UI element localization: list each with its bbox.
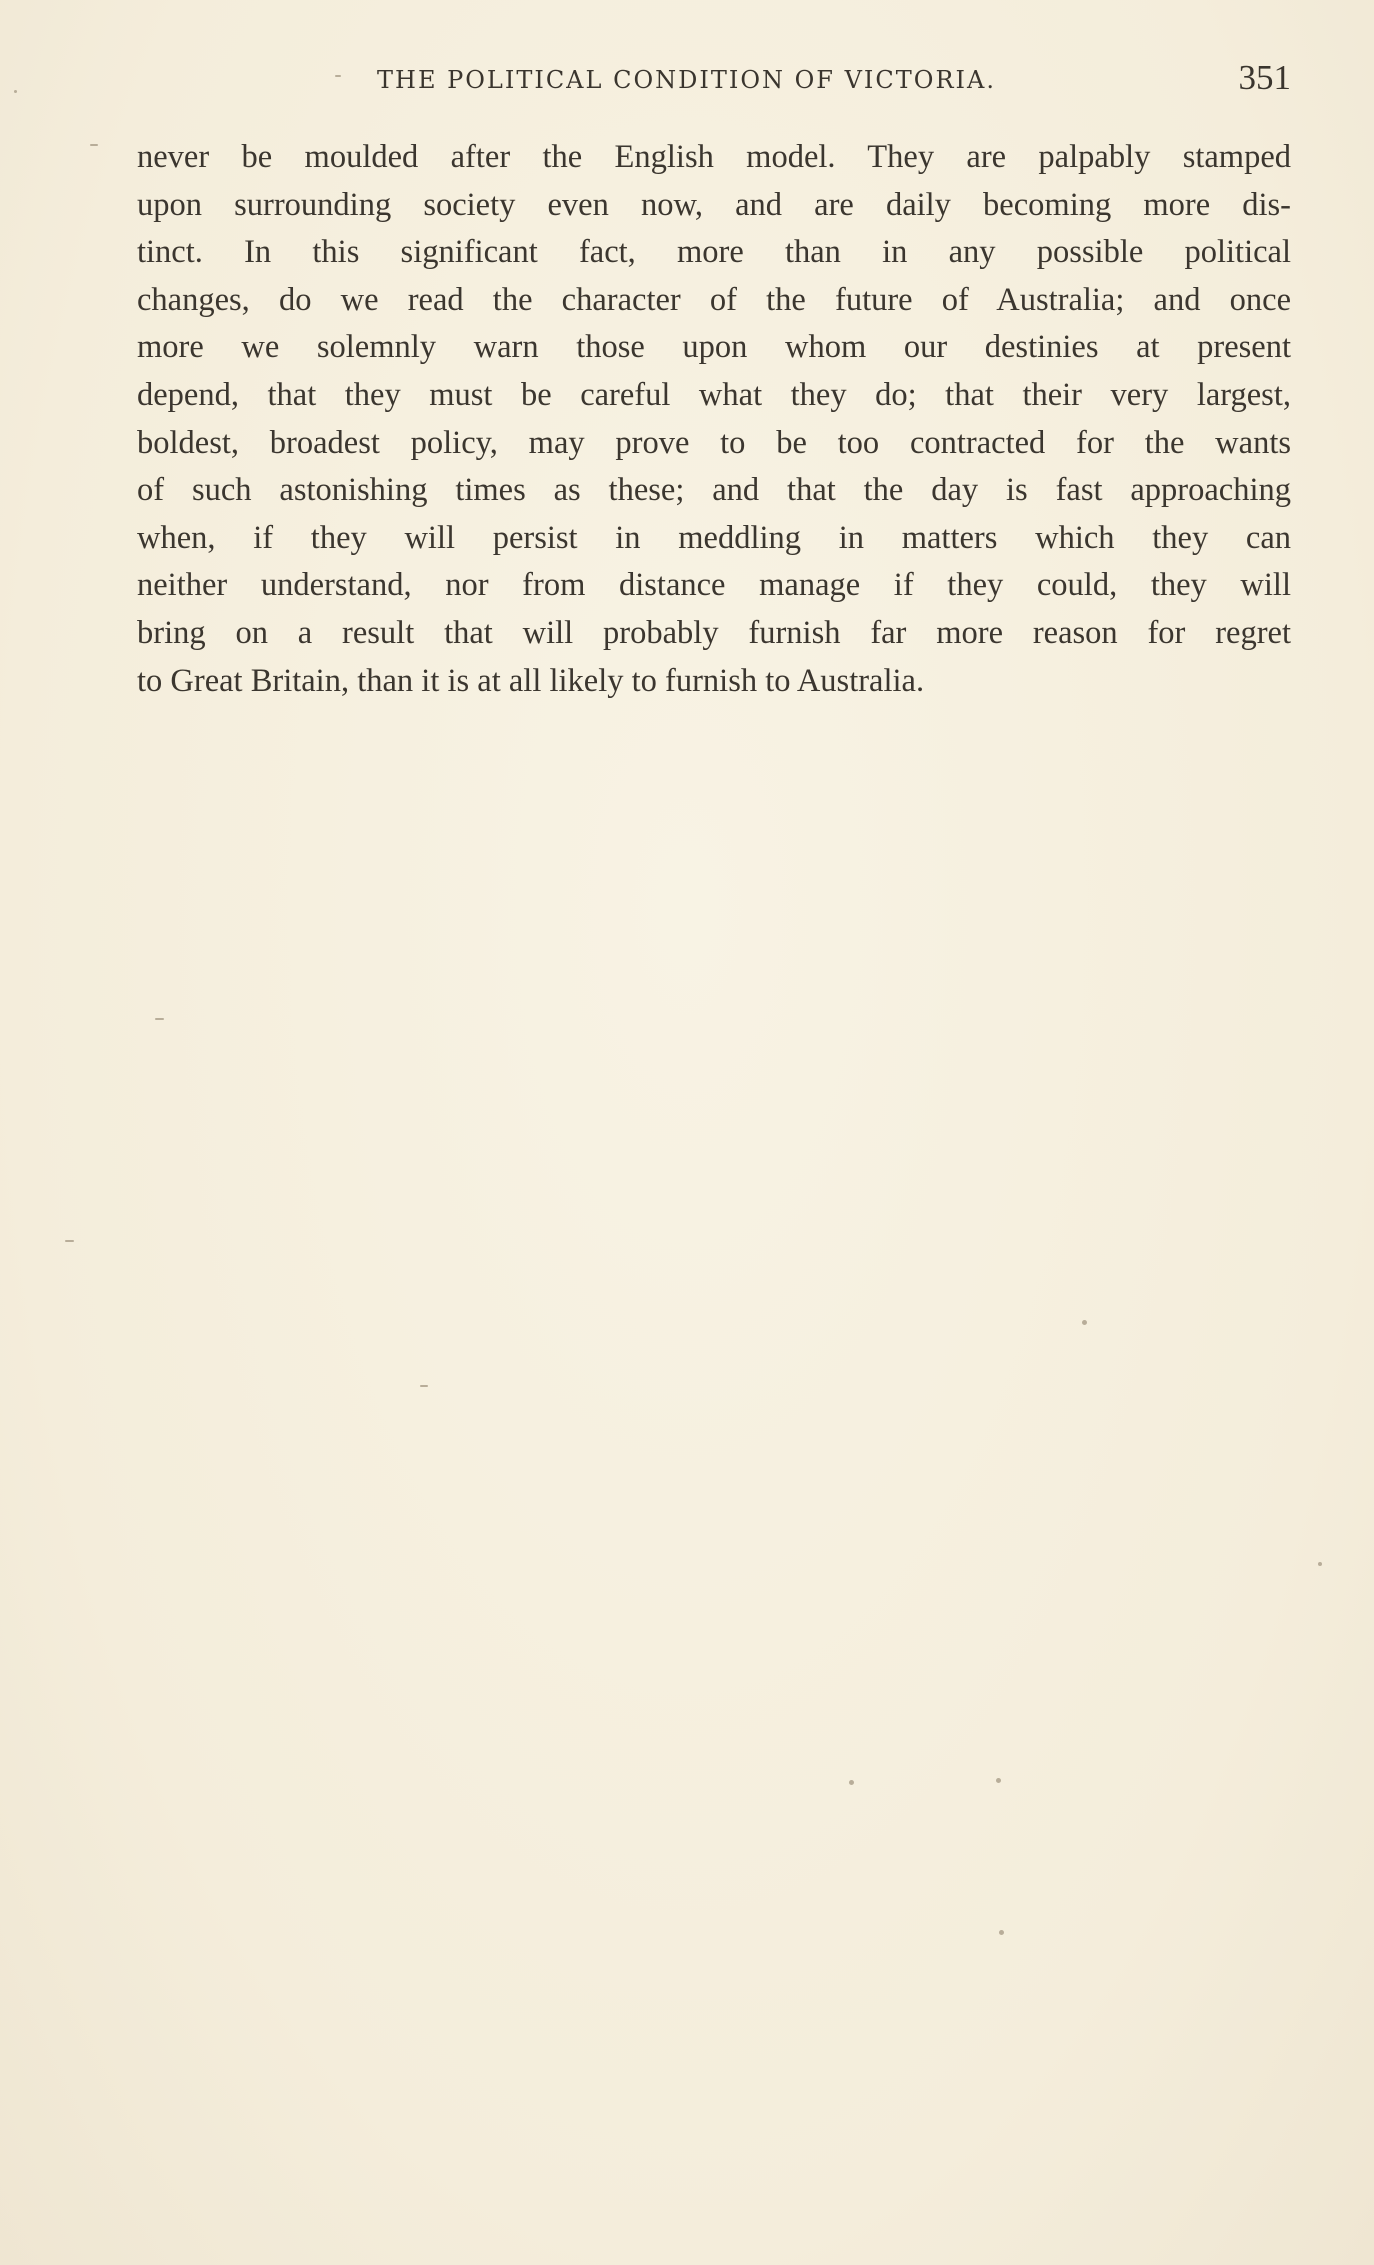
running-title: THE POLITICAL CONDITION OF VICTORIA. xyxy=(377,66,996,94)
paper-speck xyxy=(65,1240,74,1242)
paper-speck xyxy=(996,1778,1001,1783)
paper-speck xyxy=(90,144,98,146)
text-line: to Great Britain, than it is at all likely to furnish to Australia. xyxy=(137,662,925,699)
paper-speck xyxy=(155,1018,164,1020)
paper-speck xyxy=(14,90,17,93)
running-header xyxy=(137,58,1291,108)
text-line: upon surrounding society even now, and are daily becoming more dis- xyxy=(137,186,1291,223)
text-line: when, if they will persist in meddling in matters which they can xyxy=(137,519,1291,556)
text-line: bring on a result that will probably furnish far more reason for regret xyxy=(137,614,1291,651)
text-line: neither understand, nor from distance manage if they could, they will xyxy=(137,567,1291,604)
paper-speck xyxy=(335,75,341,77)
text-line: boldest, broadest policy, may prove to be too contracted for the wants xyxy=(137,424,1291,461)
text-line: tinct. In this significant fact, more than in any possible political xyxy=(137,234,1291,271)
text-line: of such astonishing times as these; and that the day is fast approaching xyxy=(137,472,1291,509)
paper-speck xyxy=(849,1780,854,1785)
paper-speck xyxy=(1082,1320,1087,1325)
text-line: more we solemnly warn those upon whom our destinies at present xyxy=(137,329,1291,366)
paper-speck xyxy=(999,1930,1004,1935)
text-line: changes, do we read the character of the future of Australia; and once xyxy=(137,281,1291,318)
page-number: 351 xyxy=(1238,58,1291,97)
body-paragraph xyxy=(137,134,1291,705)
text-line: never be moulded after the English model. They are palpably stamped xyxy=(137,139,1291,175)
paper-speck xyxy=(1318,1562,1322,1566)
paper-speck xyxy=(420,1385,428,1387)
text-line: depend, that they must be careful what they do; that their very largest, xyxy=(137,376,1291,413)
